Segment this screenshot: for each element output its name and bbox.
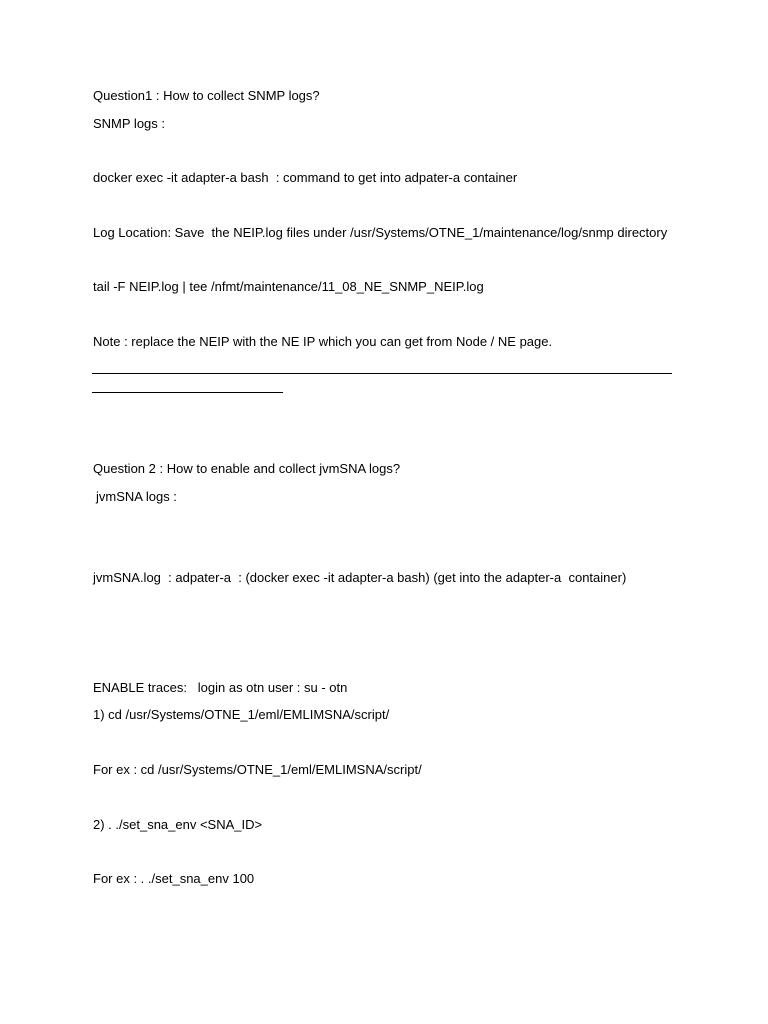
docker-exec-line: docker exec -it adapter-a bash : command to get into adpater-a container (93, 170, 518, 185)
step-2-example-line: For ex : . ./set_sna_env 100 (93, 871, 255, 886)
section-divider-line-2 (92, 392, 283, 393)
note-line: Note : replace the NEIP with the NE IP which you can get from Node / NE page. (93, 334, 553, 349)
jvmsna-log-line: jvmSNA.log : adpater-a : (docker exec -it adapter-a bash) (get into the adapter-a container) (93, 570, 627, 585)
snmp-logs-heading: SNMP logs : (93, 116, 166, 131)
tail-command-line: tail -F NEIP.log | tee /nfmt/maintenance/11_08_NE_SNMP_NEIP.log (93, 279, 484, 294)
section-divider-line-1 (92, 373, 672, 374)
step-1-example-line: For ex : cd /usr/Systems/OTNE_1/eml/EMLIMSNA/script/ (93, 762, 422, 777)
log-location-line: Log Location: Save the NEIP.log files under /usr/Systems/OTNE_1/maintenance/log/snmp directory (93, 225, 668, 240)
jvmsna-logs-heading: jvmSNA logs : (96, 489, 177, 504)
enable-traces-line: ENABLE traces: login as otn user : su - otn (93, 680, 348, 695)
step-1-line: 1) cd /usr/Systems/OTNE_1/eml/EMLIMSNA/script/ (93, 707, 390, 722)
step-2-line: 2) . ./set_sna_env <SNA_ID> (93, 817, 263, 832)
question-2-title: Question 2 : How to enable and collect jvmSNA logs? (93, 461, 401, 476)
question-1-title: Question1 : How to collect SNMP logs? (93, 88, 320, 103)
